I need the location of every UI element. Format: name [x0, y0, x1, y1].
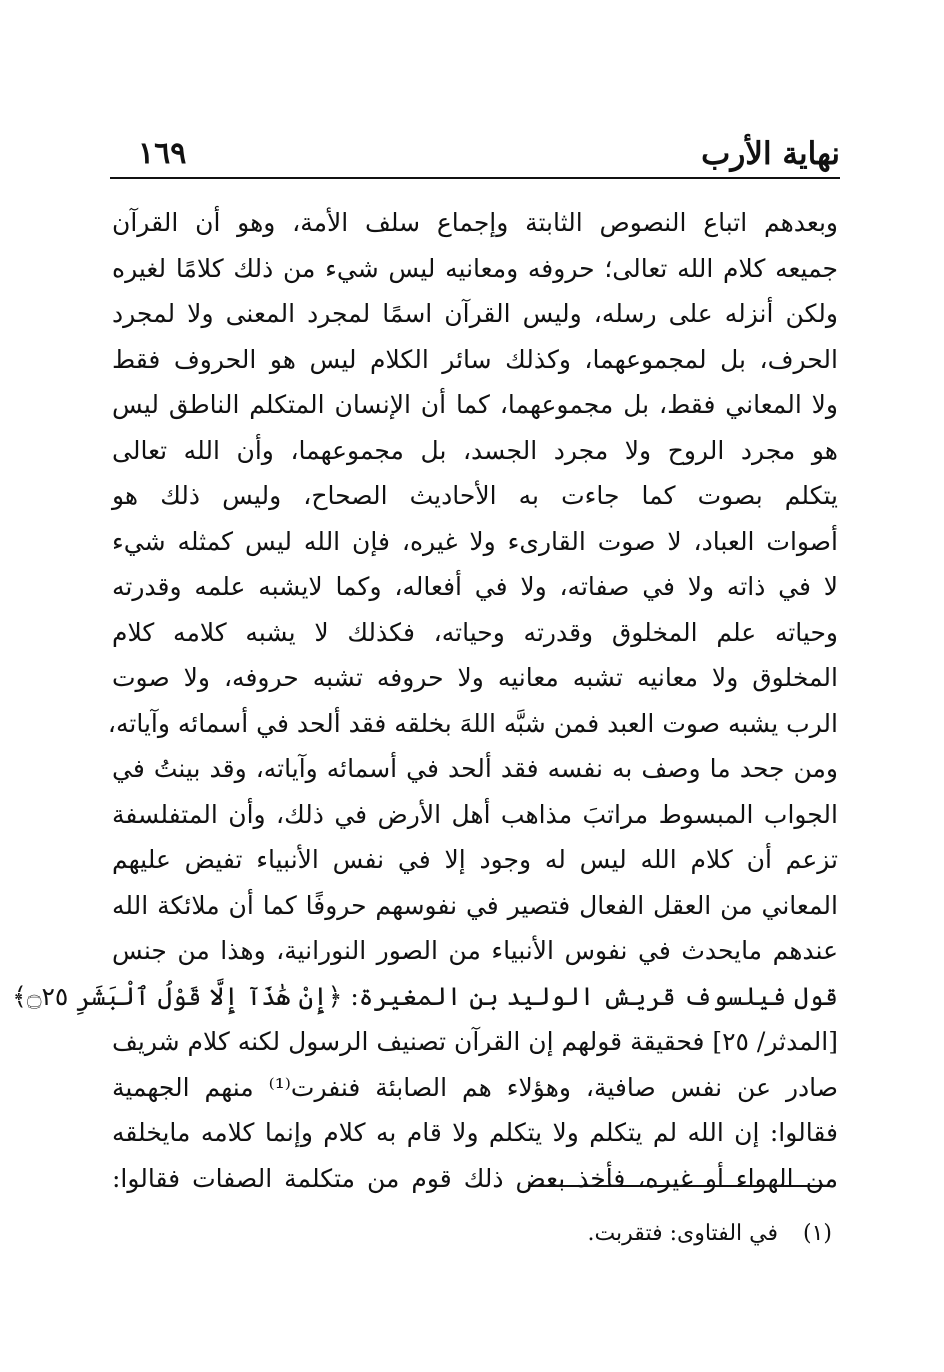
text-line: صادر عن نفس صافية، وهؤلاء هم الصابئة فنفرت⁽¹⁾ منهم الجهمية: [112, 1072, 838, 1102]
text-line: أصوات العباد، لا صوت القارىء ولا غيره، فإن الله ليس كمثله شيء: [112, 526, 838, 556]
header-rule: [110, 177, 840, 179]
text-line: المعاني من العقل الفعال فتصير في نفوسهم حروفًا كما أن ملائكة الله: [112, 890, 838, 920]
footnote-rule: [528, 1185, 830, 1187]
text-line: ومن جحد ما وصف به نفسه فقد ألحد في أسمائه وآياته، وقد بينتُ في: [112, 754, 838, 783]
text-line: يتكلم بصوت كما جاءت به الأحاديث الصحاح، وليس ذلك هو: [112, 481, 838, 510]
page-number: ١٦٩: [138, 136, 187, 171]
body-text: [12, 200, 838, 1201]
text-line: جميعه كلام الله تعالى؛ حروفه ومعانيه ليس شيء من ذلك كلامًا لغيره: [112, 253, 838, 283]
text-line: المخلوق ولا معانيه تشبه معانيه ولا حروفه تشبه حروفه، ولا صوت: [112, 663, 838, 692]
footnote-text: في الفتاوى: فتقربت.: [587, 1221, 778, 1246]
text-line: وبعدهم اتباع النصوص الثابتة وإجماع سلف الأمة، وهو أن القرآن: [112, 208, 838, 237]
footnote-number: (١): [802, 1221, 832, 1246]
text-line: فقالوا: إن الله لم يتكلم ولا يتكلم ولا قام به كلام وإنما كلامه مايخلقه: [112, 1118, 838, 1147]
text-line: الجواب المبسوط مراتبَ مذاهب أهل الأرض في ذلك، وأن المتفلسفة: [112, 799, 838, 829]
page-header: [110, 128, 840, 178]
text-line: ولا المعاني فقط، بل مجموعهما، كما أن الإنسان المتكلم الناطق ليس: [112, 390, 838, 419]
text-line: الرب يشبه صوت العبد فمن شبَّه اللهَ بخلقه فقد ألحد في أسمائه وآياته،: [107, 708, 838, 738]
text-line: من الهواء أو غيره، فأخذ بعض ذلك قوم من متكلمة الصفات فقالوا:: [112, 1163, 838, 1193]
text-line: ولكن أنزله على رسله، وليس القرآن اسمًا لمجرد المعنى ولا لمجرد: [112, 299, 838, 328]
text-line: تزعم أن كلام الله ليس له وجود إلا في نفس الأنبياء تفيض عليهم: [112, 845, 838, 874]
text-line: هو مجرد الروح ولا مجرد الجسد، بل مجموعهما، وأن الله تعالى: [112, 435, 838, 465]
text-line: [المدثر/ ٢٥] فحقيقة قولهم إن القرآن تصنيف الرسول لكنه كلام شريف: [112, 1027, 838, 1056]
text-line: لا في ذاته ولا في صفاته، ولا في أفعاله، وكما لايشبه علمه وقدرته: [112, 572, 838, 601]
text-line: وحياته علم المخلوق وقدرته وحياته، فكذلك لا يشبه كلامه كلام: [112, 617, 838, 647]
text-line: الحرف، بل لمجموعهما، وكذلك سائر الكلام ليس هو الحروف فقط: [112, 344, 838, 374]
text-line: عندهم مايحدث في نفوس الأنبياء من الصور النورانية، وهذا من جنس: [112, 936, 838, 965]
text-line: قول فيلسوف قريش الوليد بن المغيرة: ﴿إِنْ هَٰذَآ إِلَّا قَوْلُ ٱلْبَشَرِ ۝٢٥﴾: [12, 981, 838, 1011]
footnote: [587, 1217, 832, 1251]
running-title: نهاية الأرب: [701, 136, 840, 172]
